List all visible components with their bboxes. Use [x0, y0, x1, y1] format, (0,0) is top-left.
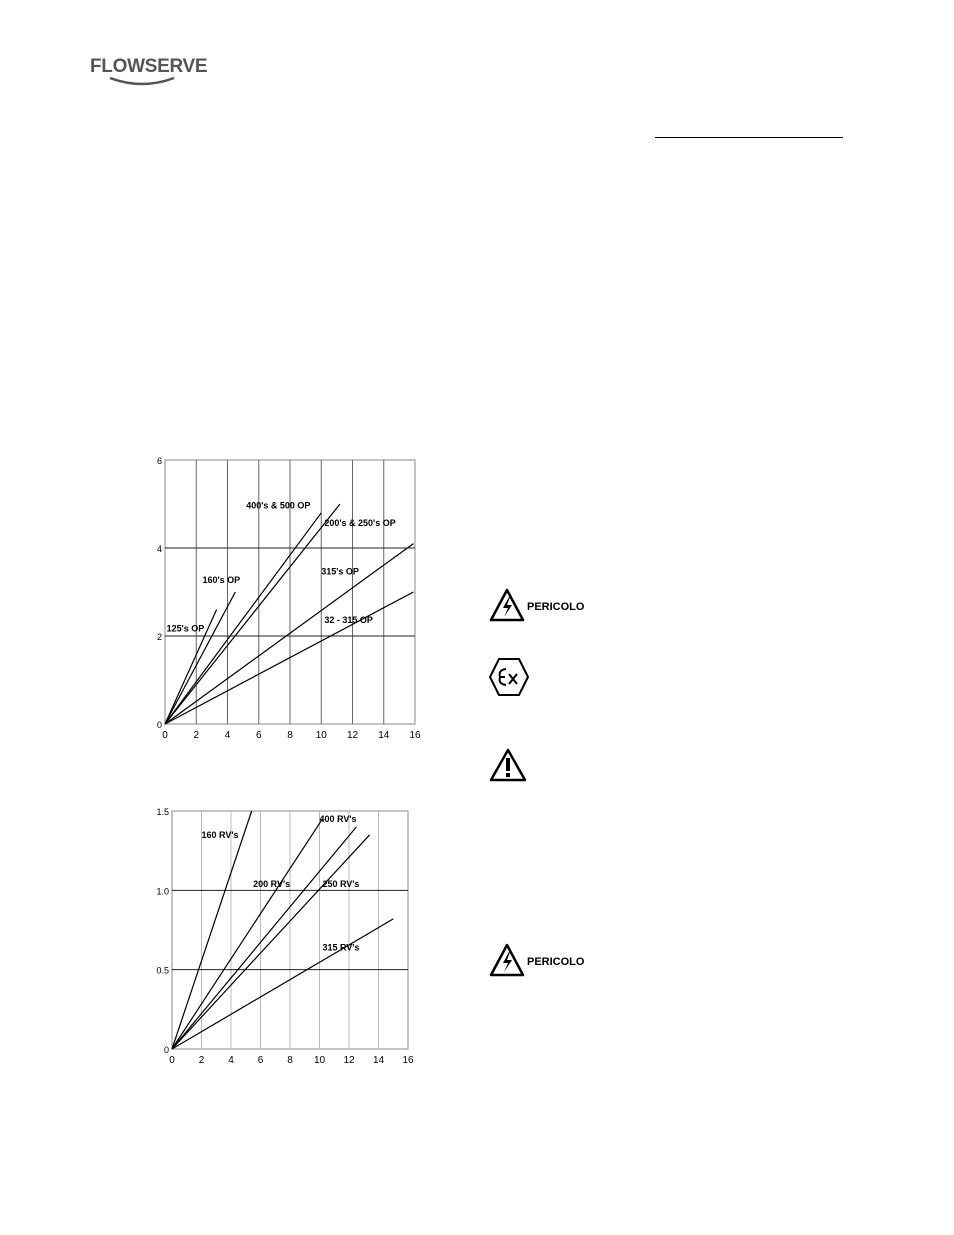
warning-label: PERICOLO [527, 956, 585, 968]
y-tick-label: 1.0 [156, 886, 169, 897]
danger-electric-icon [489, 588, 525, 622]
series-line [172, 919, 393, 1049]
logo-arc-icon [90, 52, 210, 92]
header-rule [655, 137, 843, 138]
series-label: 160's OP [202, 575, 241, 586]
flowserve-logo [90, 52, 210, 92]
x-tick-label: 6 [255, 730, 262, 741]
series-label: 250 RV's [322, 879, 360, 890]
y-tick-label: 0 [163, 1045, 169, 1055]
chart-rv-svg [140, 800, 440, 1080]
series-line [165, 592, 235, 724]
danger-electric-icon [489, 943, 525, 977]
logo-text: FLOWSERVE [90, 56, 208, 77]
x-tick-label: 2 [198, 1055, 205, 1066]
chart-op-performance [140, 450, 440, 750]
y-tick-label: 1.5 [156, 807, 169, 817]
chart-op-svg [140, 450, 440, 750]
series-line [165, 504, 340, 724]
x-tick-label: 4 [228, 1055, 234, 1066]
x-tick-label: 8 [287, 730, 293, 741]
x-tick-label: 12 [346, 730, 359, 741]
x-tick-label: 2 [193, 730, 200, 741]
x-tick-label: 10 [313, 1055, 326, 1066]
y-tick-label: 0.5 [156, 965, 169, 976]
x-tick-label: 0 [162, 730, 168, 741]
series-label: 200's & 250's OP [324, 518, 396, 528]
x-tick-label: 10 [315, 730, 327, 741]
y-tick-label: 2 [156, 632, 162, 642]
x-tick-label: 14 [372, 1055, 385, 1066]
series-label: 400's & 500 OP [246, 500, 311, 511]
series-line [165, 592, 413, 724]
x-tick-label: 12 [343, 1055, 355, 1066]
series-label: 160 RV's [201, 829, 239, 840]
series-label: 315 RV's [322, 942, 360, 953]
warning-label: PERICOLO [527, 601, 585, 613]
x-tick-label: 4 [224, 730, 231, 741]
x-tick-label: 16 [402, 1055, 414, 1066]
series-label: 315's OP [321, 566, 359, 577]
y-tick-label: 0 [156, 720, 162, 730]
warning-caution [489, 748, 529, 784]
series-line [165, 513, 321, 724]
x-tick-label: 6 [257, 1055, 264, 1066]
warning-danger-1 [489, 588, 609, 624]
y-tick-label: 4 [156, 544, 162, 554]
series-line [172, 827, 356, 1049]
x-tick-label: 0 [169, 1055, 175, 1066]
warning-danger-2 [489, 943, 609, 979]
caution-exclamation-icon [489, 748, 527, 782]
series-label: 125's OP [166, 623, 205, 634]
x-tick-label: 14 [378, 730, 390, 741]
series-line [172, 811, 252, 1049]
series-line [172, 819, 322, 1049]
y-tick-label: 6 [156, 456, 162, 466]
series-label: 32 - 315 OP [324, 614, 373, 625]
chart-rv-performance [140, 800, 440, 1080]
series-label: 400 RV's [319, 814, 357, 825]
x-tick-label: 8 [287, 1055, 293, 1066]
warning-atex [489, 657, 529, 697]
series-label: 200 RV's [253, 879, 291, 890]
x-tick-label: 16 [409, 730, 421, 741]
series-line [165, 544, 413, 724]
atex-ex-icon [489, 657, 529, 697]
